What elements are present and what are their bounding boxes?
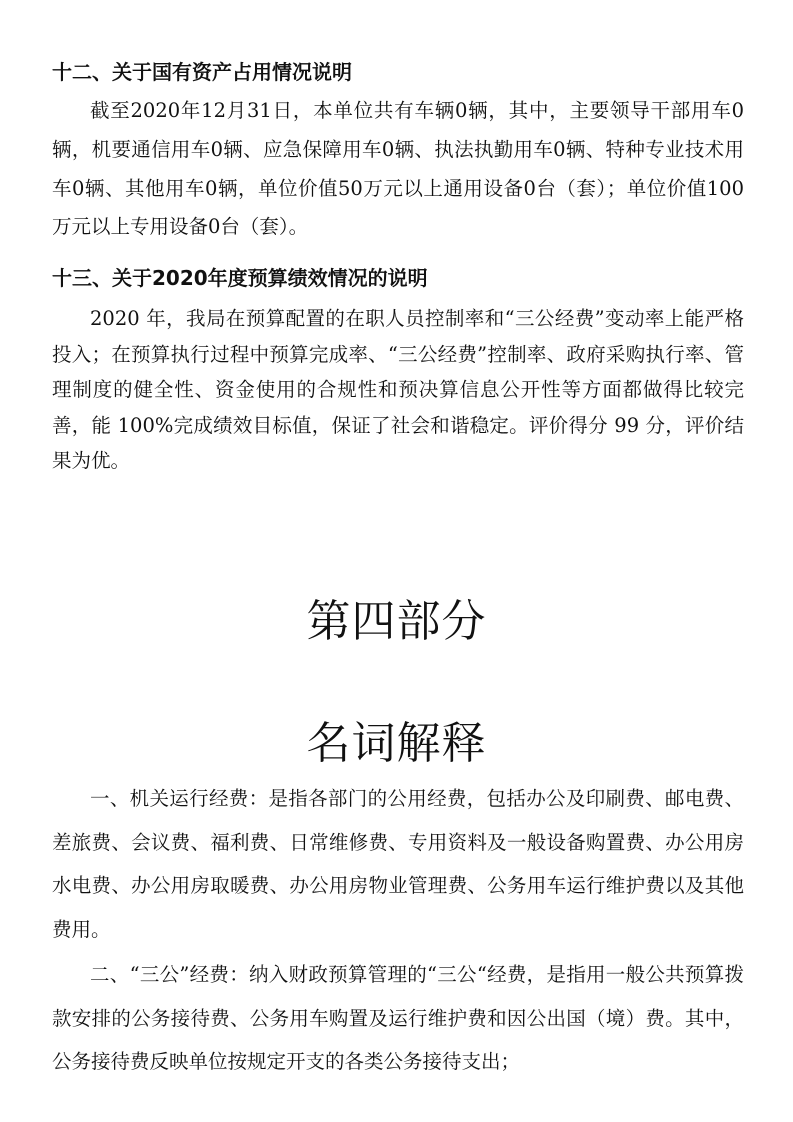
part-4-subtitle: 名词解释 — [306, 718, 487, 769]
term-1-paragraph: 一、机关运行经费：是指各部门的公用经费，包括办公及印刷费、邮电费、差旅费、会议费、福利费、日常维修费、专用资料及一般设备购置费、办公用房水电费、办公用房取暖费、办公用房物业管理费、公务用车运行维护费以及其他费用。 — [52, 787, 744, 941]
part-4-title: 第四部分 — [306, 596, 487, 647]
section-13-heading: 十三、关于2020年度预算绩效情况的说明 — [52, 266, 428, 290]
section-12-paragraph: 截至2020年12月31日，本单位共有车辆0辆，其中，主要领导干部用车0辆，机要通信用车0辆、应急保障用车0辆、执法执勤用车0辆、特种专业技术用车0辆、其他用车0辆，单位价值50万元以上通用设备0台（套）；单位价值100万元以上专用设备0台（套）。 — [52, 99, 744, 239]
section-12-heading: 十二、关于国有资产占用情况说明 — [52, 60, 352, 84]
section-13-paragraph: 2020 年，我局在预算配置的在职人员控制率和“三公经费”变动率上能严格投入；在预算执行过程中预算完成率、“三公经费”控制率、政府采购执行率、管理制度的健全性、资金使用的合规性和预决算信息公开性等方面都做得比较完善，能 100%完成绩效目标值，保证了社会和谐稳定。评价得分 99 分，评价结果为优。 — [52, 307, 744, 472]
term-2-paragraph: 二、“三公”经费：纳入财政预算管理的“三公“经费，是指用一般公共预算拨款安排的公务接待费、公务用车购置及运行维护费和因公出国（境）费。其中，公务接待费反映单位按规定开支的各类公务接待支出； — [52, 963, 744, 1073]
